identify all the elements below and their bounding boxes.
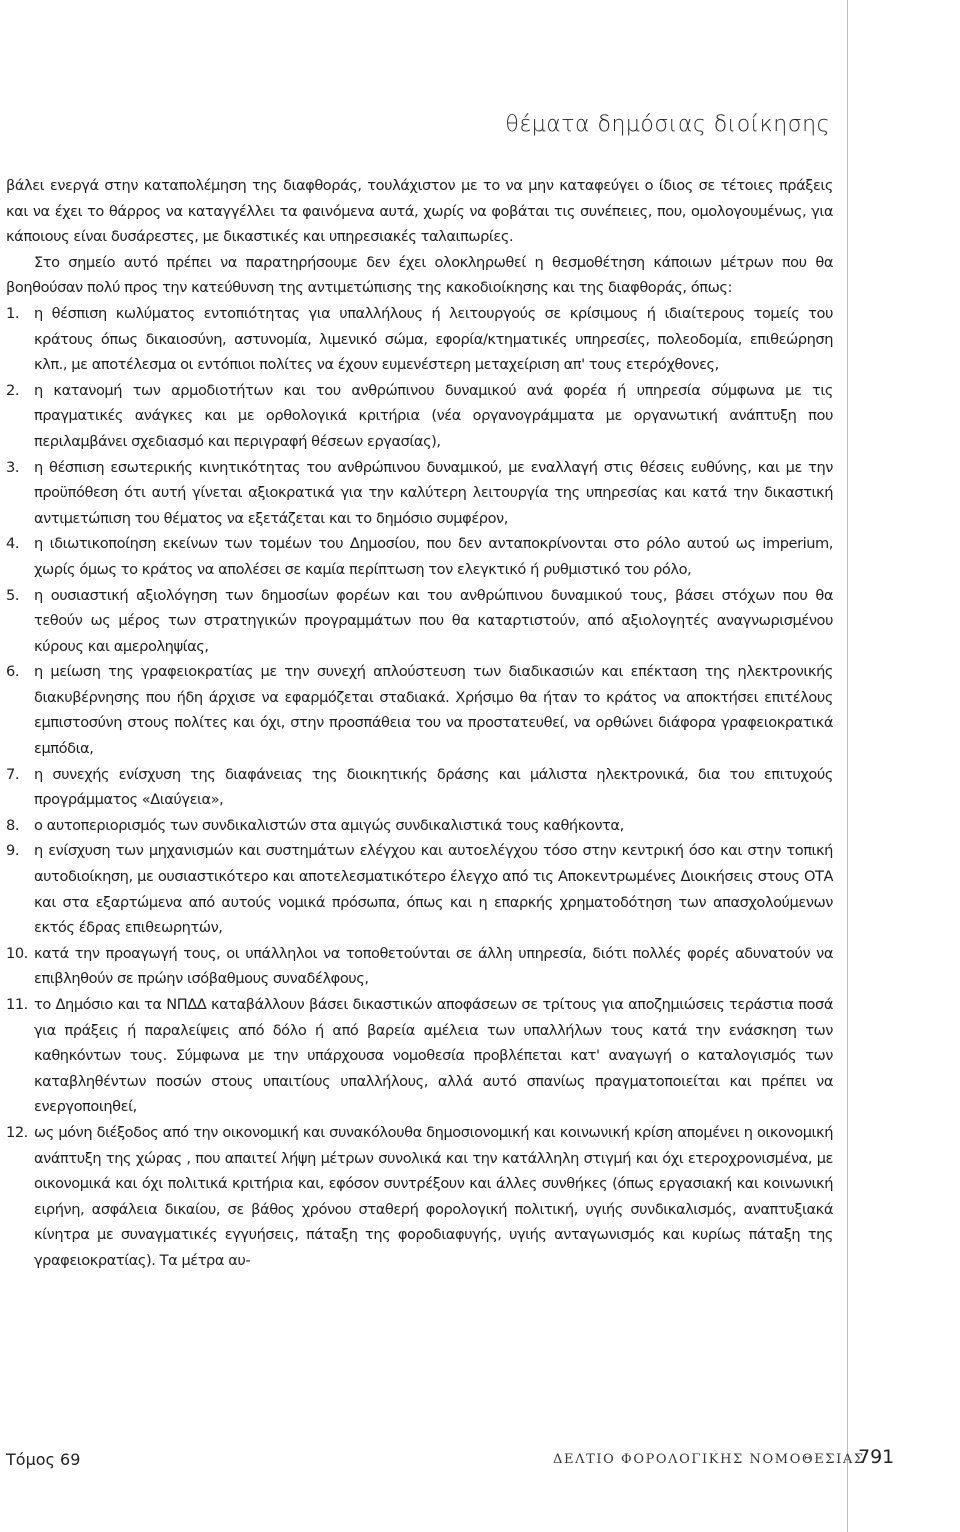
list-number: 11. (6, 996, 28, 1013)
volume-label: Τόμος 69 (6, 1450, 81, 1469)
list-text: η συνεχής ενίσχυση της διαφάνειας της διοικητικής δράσης και μάλιστα ηλεκτρονικά, δια του επιτυχούς προγράμματος «Διαύγεια», (34, 765, 833, 809)
list-item (6, 455, 833, 532)
list-item (6, 941, 833, 992)
page-number: 791 (858, 1446, 895, 1468)
measures-list (6, 301, 833, 1274)
list-number: 6. (6, 663, 20, 681)
section-header: θέματα δημόσιας διοίκησης (505, 112, 830, 137)
list-text: η θέσπιση κωλύματος εντοπιότητας για υπαλλήλους ή λειτουργούς σε κρίσιμους ή ιδιαίτερους τομείς του κράτους όπως δικαιοσύνη, αστυνομία, λιμενικό σώμα, εφορία/κτηματικές υπηρεσίες, πολεοδομία, επιθεώρηση κλπ., με αποτέλεσμα οι εντόπιοι πολίτες να έχουν ευμενέστερη μεταχείριση απ' τους ετερόχθονες, (34, 304, 833, 374)
list-item (6, 813, 833, 839)
list-number: 12. (6, 1123, 28, 1141)
list-item (6, 378, 833, 455)
list-text: η μείωση της γραφειοκρατίας με την συνεχή απλούστευση των διαδικασιών και επέκταση της ηλεκτρονικής διακυβέρνησης που ήδη άρχισε να εφαρμόζεται σταδιακά. Χρήσιμο θα ήταν το κράτος να αποκτήσει επιτέλους εμπιστοσύνη στους πολίτες και όχι, στην προσπάθεια του να προστατευθεί, να ορθώνει διάφορα γραφειοκρατικά εμπόδια, (34, 663, 833, 758)
list-number: 10. (6, 944, 28, 962)
list-number: 4. (6, 535, 20, 553)
list-text: η θέσπιση εσωτερικής κινητικότητας του ανθρώπινου δυναμικού, με εναλλαγή στις θέσεις ευθύνης, και με την προϋπόθεση ότι αυτή γίνεται αξιοκρατικά για την καλύτερη λειτουργία της υπηρεσίας και κατά την δικαστική αντιμετώπιση του θέματος να εξετάζεται και το δημόσιο συμφέρον, (34, 458, 833, 527)
list-item (6, 838, 833, 940)
list-number: 5. (6, 586, 20, 604)
paragraph: βάλει ενεργά στην καταπολέμηση της διαφθοράς, τουλάχιστον με το να μην καταφεύγει ο ίδιος σε τέτοιες πράξεις και να έχει το θάρρος να καταγγέλλει τα φαινόμενα αυτά, χωρίς να φοβάται τις συνέπειες, που, ομολογουμένως, για κάποιους είναι δυσάρεστες, με δικαστικές και υπηρεσιακές ταλαιπωρίες. (6, 177, 833, 246)
list-number: 8. (6, 816, 20, 834)
list-number: 1. (6, 304, 20, 322)
journal-name: ΔΕΛΤΙΟ ΦΟΡΟΛΟΓΙΚΗΣ ΝΟΜΟΘΕΣΙΑΣ (553, 1452, 865, 1467)
margin-rule (847, 0, 848, 1532)
paragraph: Στο σημείο αυτό πρέπει να παρατηρήσουμε δεν έχει ολοκληρωθεί η θεσμοθέτηση κάποιων μέτρων που θα βοηθούσαν πολύ προς την κατεύθυνση της αντιμετώπισης της κακοδιοίκησης και της διαφθοράς, όπως: (6, 253, 833, 297)
list-item (6, 1120, 833, 1274)
list-item (6, 659, 833, 761)
list-item (6, 531, 833, 582)
list-text: κατά την προαγωγή τους, οι υπάλληλοι να τοποθετούνται σε άλλη υπηρεσία, διότι πολλές φορές αδυνατούν να επιβληθούν σε πρώην ισόβαθμους συναδέλφους, (34, 944, 833, 988)
list-item (6, 583, 833, 660)
list-text: η κατανομή των αρμοδιοτήτων και του ανθρώπινου δυναμικού ανά φορέα ή υπηρεσία σύμφωνα με τις πραγματικές ανάγκες και με ορθολογικά κριτήρια (νέα οργανογράμματα με οργανωτική ανάπτυξη που περιλαμβάνει σχεδιασμό και περιγραφή θέσεων εργασίας), (34, 381, 833, 450)
list-item (6, 762, 833, 813)
list-text: η ιδιωτικοποίηση εκείνων των τομέων του Δημοσίου, που δεν ανταποκρίνονται στο ρόλο αυτού ως imperium, χωρίς όμως το κράτος να απολέσει σε καμία περίπτωση τον ελεγκτικό ή ρυθμιστικό του ρόλο, (34, 535, 833, 578)
list-number: 3. (6, 458, 20, 476)
list-item (6, 301, 833, 378)
list-item (6, 992, 833, 1120)
list-text: η ενίσχυση των μηχανισμών και συστημάτων ελέγχου και αυτοελέγχου τόσο στην κεντρική όσο και στην τοπική αυτοδιοίκηση, με ουσιαστικότερο και αποτελεσματικότερο έλεγχο από τις Αποκεντρωμένες Διοικήσεις στους ΟΤΑ και στα εξαρτώμενα από αυτούς νομικά πρόσωπα, όπως και η επαρκής χρηματοδότηση των απασχολούμενων εκτός έδρας επιθεωρητών, (34, 842, 833, 937)
article-body (6, 173, 833, 1274)
list-text: ο αυτοπεριορισμός των συνδικαλιστών στα αμιγώς συνδικαλιστικά τους καθήκοντα, (34, 816, 624, 834)
list-number: 7. (6, 765, 20, 783)
list-number: 2. (6, 381, 20, 399)
list-text: ως μόνη διέξοδος από την οικονομική και συνακόλουθα δημοσιονομική και κοινωνική κρίση απομένει η οικονομική ανάπτυξη της χώρας , που απαιτεί λήψη μέτρων συνολικά και την κατάλληλη στιγμή και όχι ετεροχρονισμένα, με οικονομικά και όχι πολιτικά κριτήρια και, εφόσον συντρέξουν και άλλες συνθήκες (όπως εργασιακή και κοινωνική ειρήνη, ασφάλεια δικαίου, σε βάθος χρόνου σταθερή φορολογική πολιτική, υγιής συνδικαλισμός, αναπτυξιακά κίνητρα με συναγματικές εγγυήσεις, πάταξη της φοροδιαφυγής, υγιής ανταγωνισμός και κυρίως πάταξη της γραφειοκρατίας). Τα μέτρα αυ- (34, 1123, 833, 1269)
list-number: 9. (6, 842, 20, 860)
list-text: το Δημόσιο και τα ΝΠΔΔ καταβάλλουν βάσει δικαστικών αποφάσεων σε τρίτους για αποζημιώσεις τεράστια ποσά για πράξεις ή παραλείψεις από δόλο ή από βαρεία αμέλεια των υπαλλήλων τους κατά την ενάσκηση των καθηκόντων τους. Σύμφωνα με την υπάρχουσα νομοθεσία προβλέπεται κατ' αναγωγή ο καταλογισμός των καταβληθέντων ποσών στους υπαιτίους υπαλλήλους, αλλά αυτό σπανίως πραγματοποιείται και πρέπει να ενεργοποιηθεί, (34, 996, 833, 1116)
list-text: η ουσιαστική αξιολόγηση των δημοσίων φορέων και του ανθρώπινου δυναμικού τους, βάσει στόχων που θα τεθούν ως μέρος των στρατηγικών προγραμμάτων που θα καταρτιστούν, από αξιολογητές αναγνωρισμένου κύρους και αμεροληψίας, (34, 586, 833, 655)
